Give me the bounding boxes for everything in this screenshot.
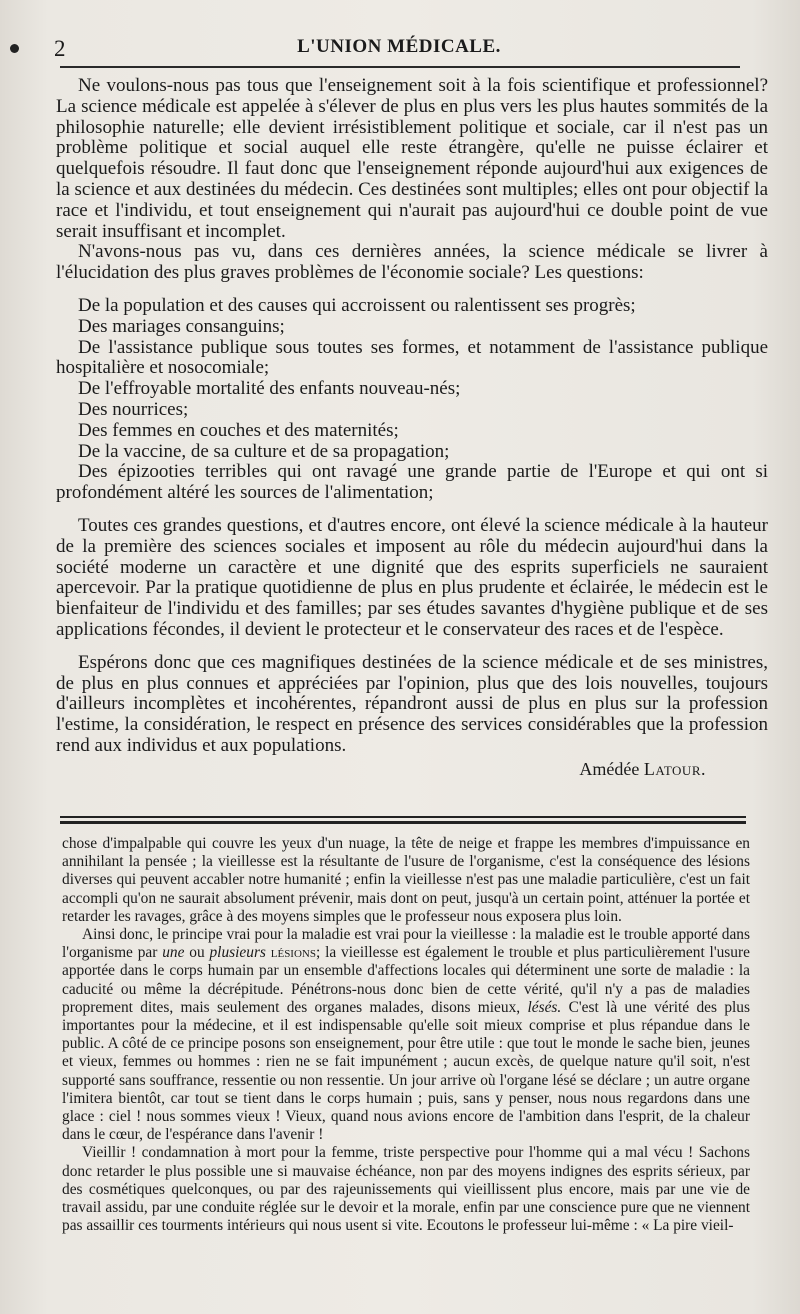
- article-paragraph-1: Ne voulons-nous pas tous que l'enseignement soit à la fois scientifique et professionnel? La science médicale est appelée à s'élever de plus en plus vers les plus hautes sommités de la philosophie naturelle; elle devient irrésistiblement politique et sociale, car il n'est pas un problème politique et social auquel elle reste étrangère, qu'elle ne puisse éclairer et quelquefois résoudre. Il faut donc que l'enseignement réponde aujourd'hui aux exigences de la science et aux destinées du médecin. Ces destinées sont multiples; elles ont pour objectif la race et l'individu, et tout enseignement qui n'aurait pas aujourd'hui ce double point de vue serait insuffisant et incomplet.: [56, 75, 768, 242]
- header-rule: [60, 66, 740, 68]
- list-item: Des femmes en couches et des maternités;: [78, 419, 399, 441]
- feuilleton-text: Ainsi donc, le principe vrai pour la maladie est vrai pour la vieillesse : la maladie est le trouble apporté dans l'organisme par: [62, 926, 750, 962]
- questions-list: [56, 296, 768, 504]
- italic-word: plusieurs: [209, 944, 266, 962]
- list-item: De la vaccine, de sa culture et de sa propagation;: [78, 440, 450, 462]
- italic-word: une: [162, 944, 185, 962]
- page-header: [54, 30, 744, 66]
- bullet-mark: [10, 44, 19, 53]
- small-caps-word: lésions: [270, 944, 316, 962]
- list-item: Des nourrices;: [78, 398, 189, 420]
- signature-first-name: Amédée: [579, 758, 640, 779]
- italic-word: lésés.: [527, 998, 562, 1016]
- list-item: Des épizooties terribles qui ont ravagé une grande partie de l'Europe et qui ont si profondément altéré les sources de l'alimentation;: [56, 461, 768, 504]
- article-paragraph-4: Espérons donc que ces magnifiques destinées de la science médicale et de ses ministres, de plus en plus connues et appréciées par l'opinion, plus que des lois nouvelles, toujours d'ailleurs incomplètes et incohérentes, répandront aussi de plus en plus sur la profession l'estime, la considération, le respect en présence des services considérables que la profession rend aux individus et aux populations.: [56, 651, 768, 756]
- feuilleton-text: ; la vieillesse est également le trouble et plus particulièrement l'usure apportée dans le corps humain par un ensemble d'affections locales qui déterminent une sorte de maladie : la caducité ou même la décrépitude. Pénétrons-nous donc bien de cette vérité, qu'il n'y a pas de maladies proprement dites, mais seulement des organes malades, disons mieux,: [62, 944, 750, 1016]
- feuilleton-column: [62, 835, 750, 1235]
- running-title: L'UNION MÉDICALE.: [297, 36, 501, 57]
- feuilleton-paragraph-3: Vieillir ! condamnation à mort pour la femme, triste perspective pour l'homme qui a mal vécu ! Sachons donc retarder le plus possible une si mauvaise échéance, non par des moyens indignes des esprits sérieux, par des cosmétiques quelconques, ou par des rajeunissements qui vieillissent plus encore, mais par une vie de travail assidu, par une conduite réglée sur le devoir et la morale, enfin par une conscience pure que ne viennent pas assaillir ces tourments intérieurs qui nous usent si vite. Ecoutons le professeur lui-même : « La pire vieil-: [62, 1144, 750, 1235]
- list-item: De l'assistance publique sous toutes ses formes, et notamment de l'assistance publique hospitalière et nosocomiale;: [56, 336, 768, 379]
- feuilleton-text: C'est là une vérité des plus importantes pour la médecine, et il est indispensable qu'elle soit mieux comprise et plus répandue dans le public. A côté de ce principe posons son enseignement, pour être utile : que tout le monde le sache bien, jeunes et vieux, femmes ou hommes : rien ne se fait impunément ; aucun excès, de quelque nature qu'il soit, n'est supporté sans souffrance, ressentie ou non ressentie. Un jour arrive où l'organe lésé se déclare ; un autre organe l'imitera bientôt, car tout se tient dans le corps humain ; puis, sans y penser, nous nous regardons dans une glace : ciel ! nous sommes vieux ! Vieux, quand nous avions encore de l'ambition dans l'esprit, de la chaleur dans le cœur, de l'espérance dans l'avenir !: [62, 998, 750, 1144]
- article-paragraph-3: Toutes ces grandes questions, et d'autres encore, ont élevé la science médicale à la hauteur de la première des sciences sociales et imposent au rôle du médecin aujourd'hui dans la société moderne un caractère et une dignité que des esprits superficiels ne sauraient apercevoir. Par la pratique quotidienne de plus en plus prudente et éclairée, le médecin est le bienfaiteur de l'individu et des familles; par ses études savantes d'hygiène publique et de ses applications fécondes, il devient le protecteur et le conservateur des races et de l'espèce.: [56, 514, 768, 640]
- list-item: De la population et des causes qui accroissent ou ralentissent ses progrès;: [78, 294, 636, 316]
- article-paragraph-2: N'avons-nous pas vu, dans ces dernières années, la science médicale se livrer à l'élucidation des plus graves problèmes de l'économie sociale? Les questions:: [56, 241, 768, 284]
- author-signature: [56, 759, 768, 780]
- page-number: 2: [54, 36, 66, 61]
- section-rule-thick: [60, 821, 746, 824]
- section-rule-thin: [60, 816, 746, 818]
- article-body: [56, 76, 768, 780]
- list-item: De l'effroyable mortalité des enfants nouveau-nés;: [78, 378, 461, 400]
- feuilleton-text: ou: [189, 944, 205, 962]
- feuilleton-paragraph-1: chose d'impalpable qui couvre les yeux d'un nuage, la tête de neige et frappe les membres d'impuissance en annihilant la pensée ; la vieillesse est la résultante de l'usure de l'organisme, c'est la conséquence des lésions diverses qui peuvent accabler notre humanité ; enfin la vieillesse n'est pas une maladie particulière, c'est un fait accompli qu'on ne saurait absolument prévenir, mais dont on peut, jusqu'à un certain point, atténuer la portée et retarder les ravages, grâce à des moyens simples que le professeur nous exposera plus loin.: [62, 835, 750, 925]
- feuilleton-paragraph-2: [62, 926, 750, 1144]
- list-item: Des mariages consanguins;: [78, 315, 285, 337]
- signature-last-name: Latour.: [643, 758, 706, 779]
